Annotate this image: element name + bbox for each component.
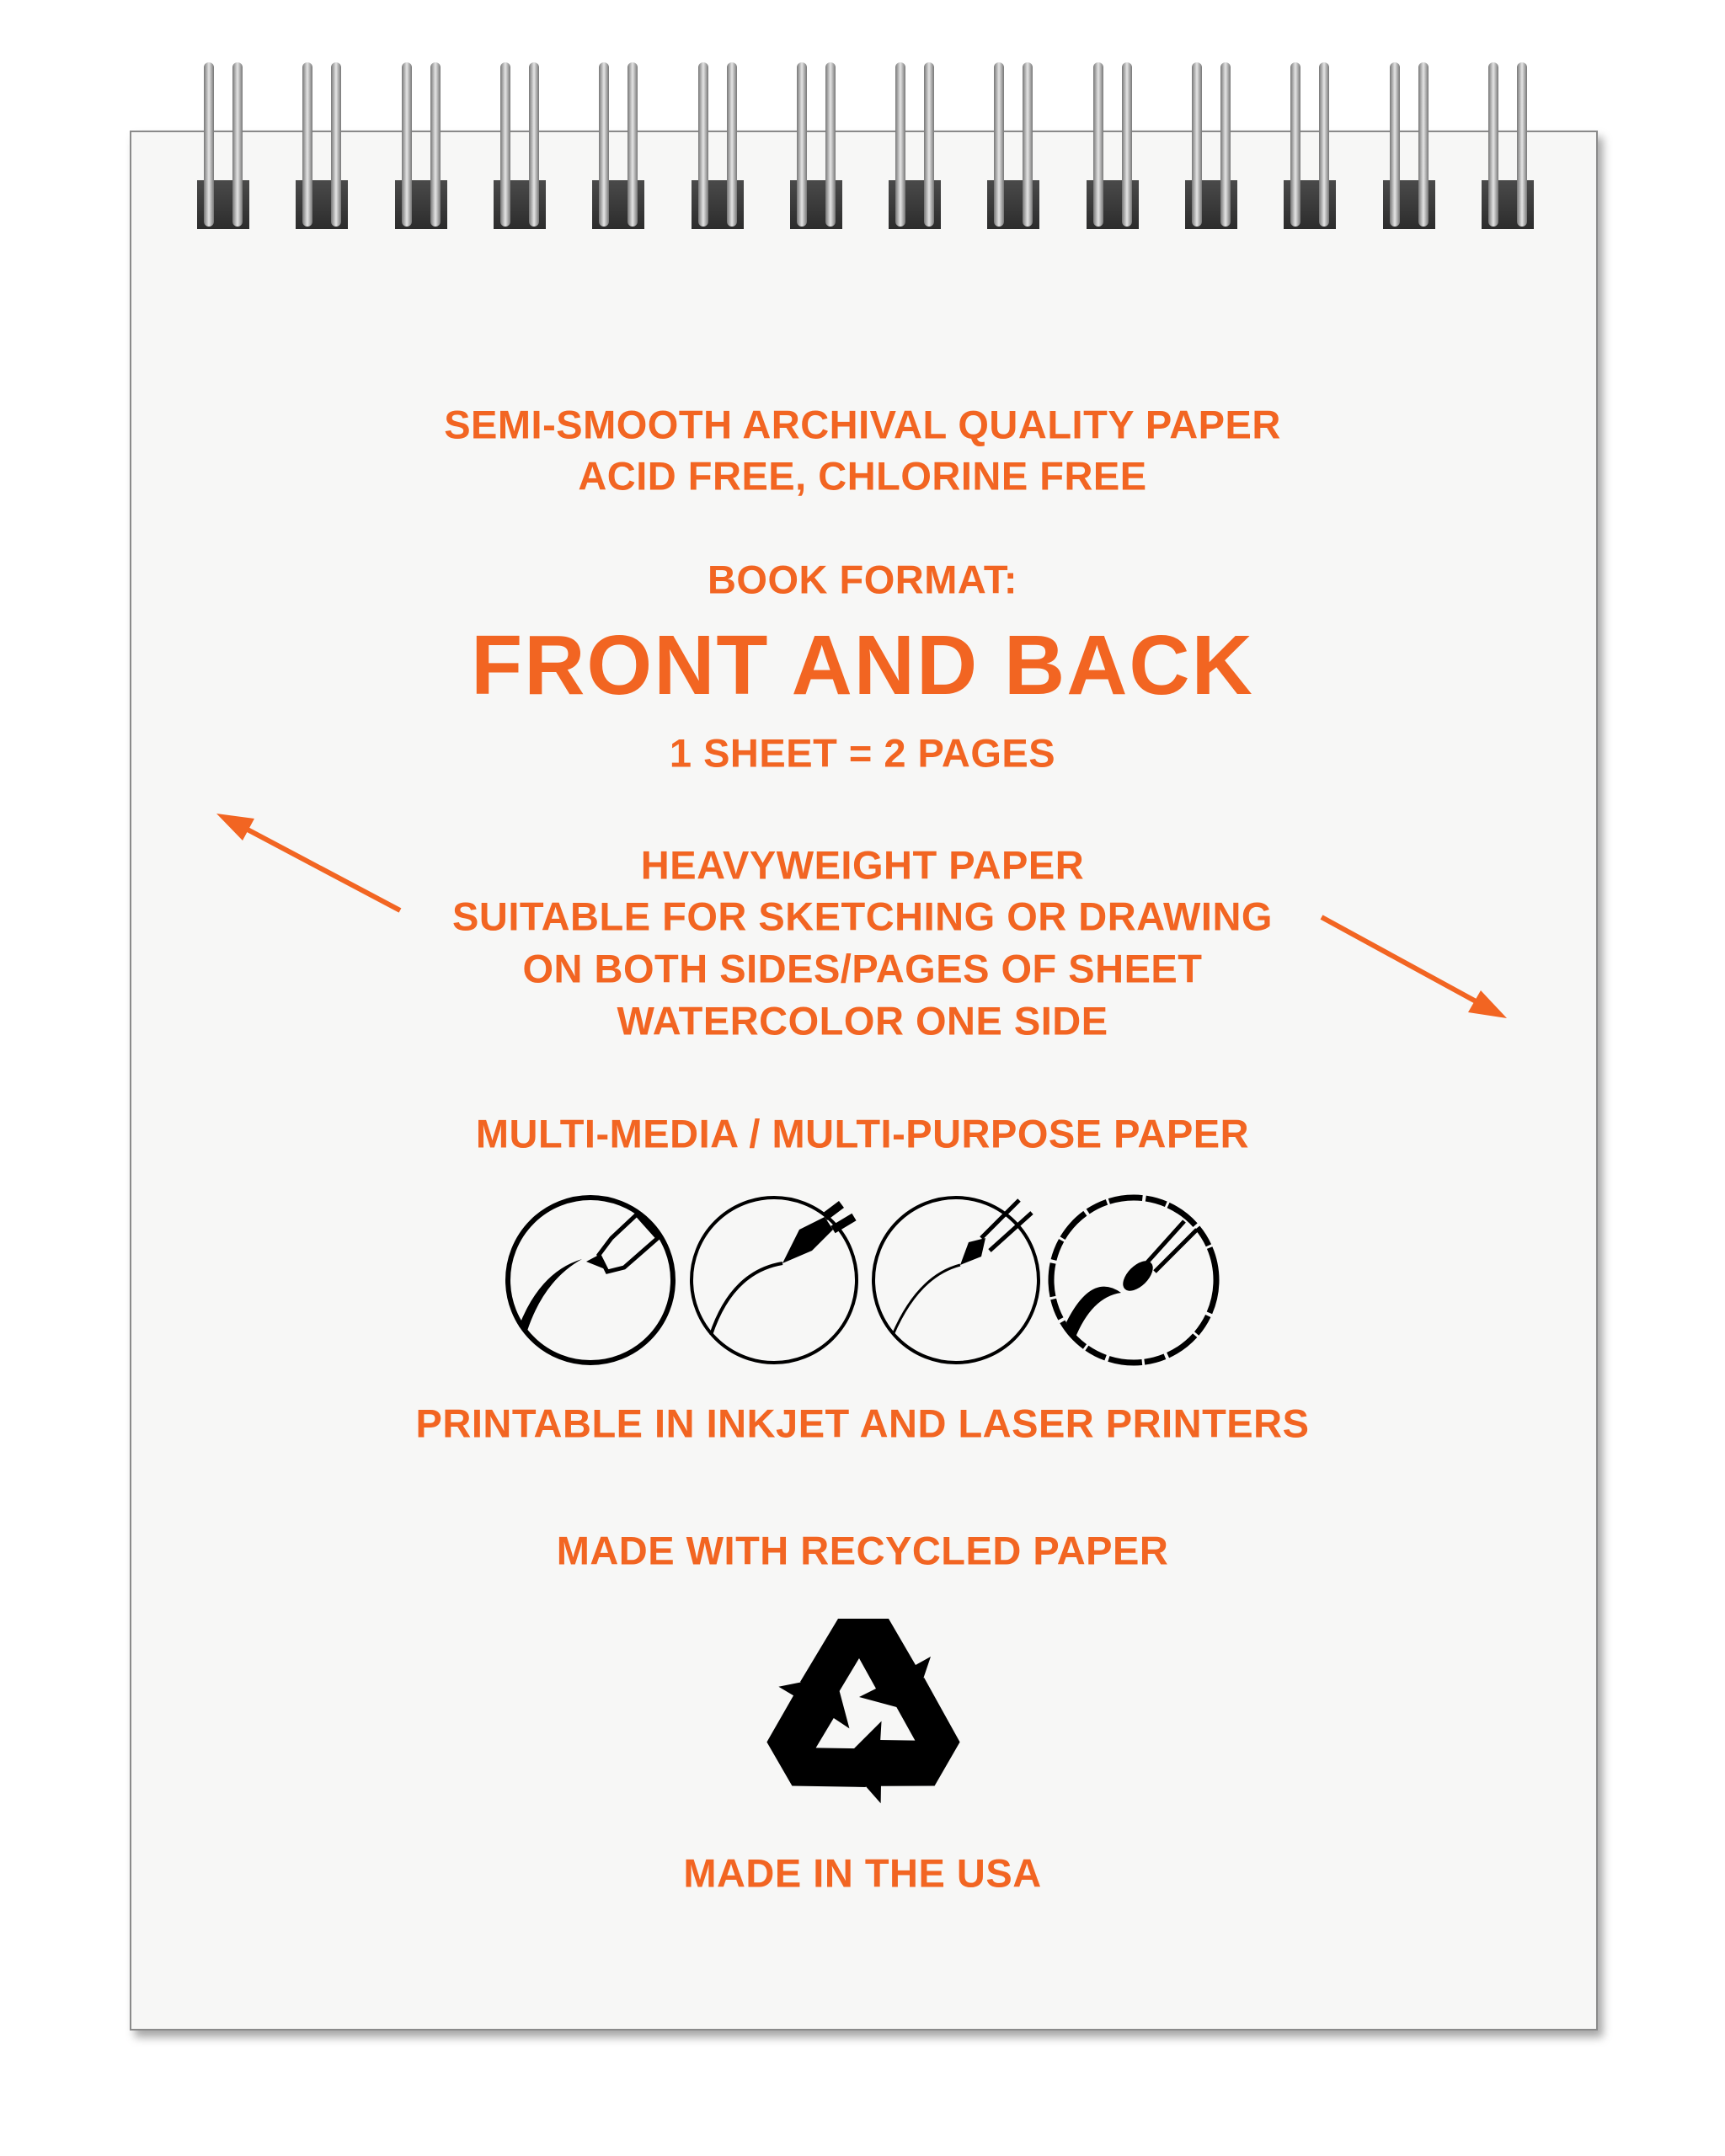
spiral-ring [494,62,546,231]
spiral-ring [395,62,447,231]
both-sides-text: ON BOTH SIDES/PAGES OF SHEET [522,946,1203,991]
ring-wire [1093,62,1103,227]
ring-wire [599,62,609,227]
spiral-ring [1185,62,1237,231]
spiral-ring [987,62,1039,231]
ring-wire [727,62,737,227]
fountain-pen-icon [873,1198,1039,1363]
ring-wire [1192,62,1202,227]
ring-wire [302,62,312,227]
ring-wire [1023,62,1033,227]
ring-wire [232,62,243,227]
paintbrush-icon [1051,1198,1216,1363]
watercolor-text: WATERCOLOR ONE SIDE [617,998,1108,1043]
ring-wire [1290,62,1300,227]
spiral-ring [1087,62,1139,231]
ring-wire [402,62,412,227]
multi-media-text: MULTI-MEDIA / MULTI-PURPOSE PAPER [475,1111,1250,1156]
spiral-ring [197,62,249,231]
spiral-ring [692,62,744,231]
spiral-ring [1383,62,1435,231]
ring-wire [924,62,934,227]
paper-quality-text: SEMI-SMOOTH ARCHIVAL QUALITY PAPER [444,402,1281,447]
ring-wire [500,62,510,227]
made-in-usa-text: MADE IN THE USA [683,1850,1042,1896]
ring-wire [1488,62,1498,227]
acid-free-text: ACID FREE, CHLORINE FREE [578,453,1147,499]
spiral-ring [1482,62,1534,231]
recycled-text: MADE WITH RECYCLED PAPER [556,1528,1169,1573]
recycle-icon [758,1613,969,1819]
ring-wire [797,62,807,227]
spiral-ring [790,62,842,231]
book-format-heading: FRONT AND BACK [471,618,1254,712]
ring-wire [1418,62,1429,227]
ring-wire [331,62,341,227]
ring-wire [628,62,638,227]
ring-wire [1319,62,1329,227]
spiral-ring [889,62,941,231]
ring-wire [825,62,836,227]
book-format-label: BOOK FORMAT: [707,557,1018,602]
printable-text: PRINTABLE IN INKJET AND LASER PRINTERS [415,1401,1310,1446]
suitable-text: SUITABLE FOR SKETCHING OR DRAWING [452,894,1273,939]
ring-wire [1390,62,1400,227]
ring-wire [1220,62,1231,227]
marker-icon [508,1198,673,1363]
media-icons [501,1192,1226,1369]
ring-wire [529,62,539,227]
ring-wire [430,62,441,227]
ring-wire [994,62,1004,227]
ring-wire [1122,62,1132,227]
ring-wire [895,62,905,227]
sheet-pages-text: 1 SHEET = 2 PAGES [669,730,1056,776]
heavyweight-text: HEAVYWEIGHT PAPER [640,842,1085,888]
spiral-ring [592,62,644,231]
ring-wire [698,62,708,227]
ring-wire [204,62,214,227]
pencil-icon [692,1198,857,1363]
spiral-ring [296,62,348,231]
ring-wire [1517,62,1527,227]
spiral-ring [1284,62,1336,231]
